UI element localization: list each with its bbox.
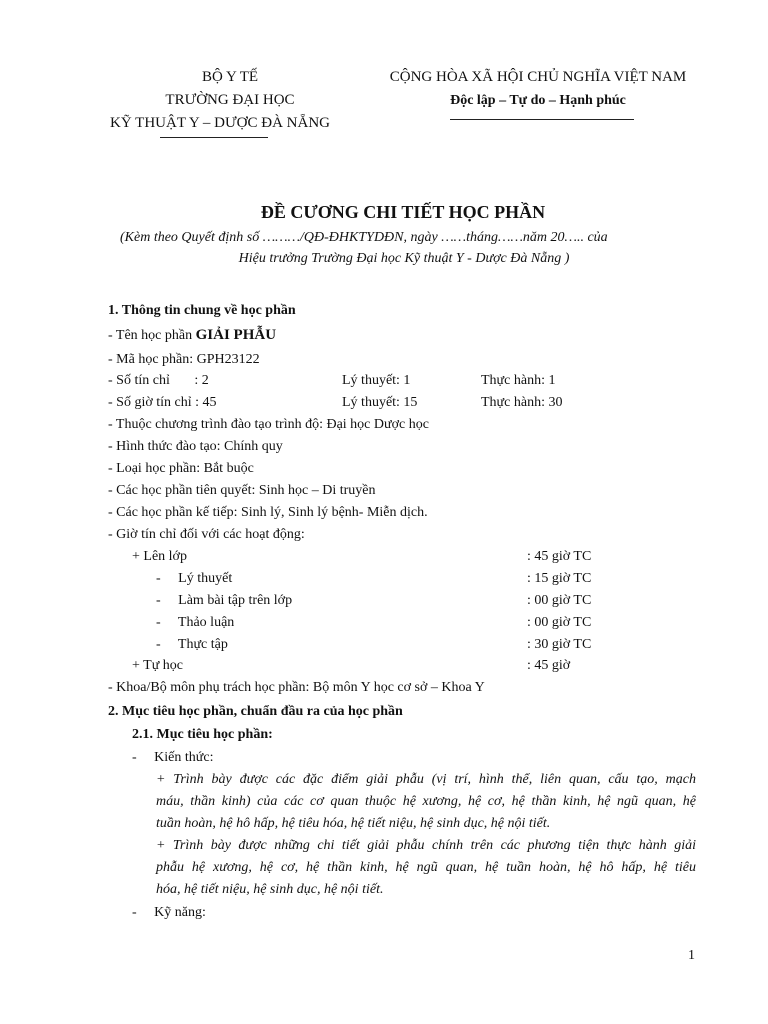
section-2-1-heading: 2.1. Mục tiêu học phần: [132,727,273,742]
right-header-underline [450,119,634,120]
department: - Khoa/Bộ môn phụ trách học phần: Bộ môn Y học cơ sở – Khoa Y [108,680,485,695]
national-motto: Độc lập – Tự do – Hạnh phúc [450,93,626,108]
section-1-heading: 1. Thông tin chung về học phần [108,303,296,318]
document-subtitle-line1: (Kèm theo Quyết định số ………/QĐ-ĐHKTYDĐN, ngày ……tháng……năm 20….. của [120,230,608,245]
hours-label: - Số giờ tín chỉ : 45 [108,395,217,410]
knowledge-line: máu, thần kinh) của các cơ quan thuộc hệ xương, hệ cơ, hệ thần kinh, hệ ngũ quan, hệ [156,794,696,809]
next-courses: - Các học phần kế tiếp: Sinh lý, Sinh lý bệnh- Miễn dịch. [108,505,428,520]
hours-practice: Thực hành: 30 [481,395,563,410]
left-header-underline [160,137,268,138]
knowledge-line: + Trình bày được các đặc điểm giải phẫu (vị trí, hình thể, liên quan, cấu tạo, mạch [156,772,696,787]
knowledge-line: hóa, hệ tiết niệu, hệ sinh dục, hệ nội tiết. [156,882,384,897]
activities-label: - Giờ tín chỉ đối với các hoạt động: [108,527,305,542]
ministry-name: BỘ Y TẾ [201,69,259,85]
credits-label: - Số tín chỉ : 2 [108,373,209,388]
credits-theory: Lý thuyết: 1 [342,373,411,388]
knowledge-line: phẫu hệ xương, hệ cơ, hệ thần kinh, hệ ngũ quan, hệ tuần hoàn, hệ hô hấp, hệ tiêu [156,860,696,875]
document-subtitle-line2: Hiệu trưởng Trường Đại học Kỹ thuật Y - Dược Đà Nẵng ) [238,251,570,266]
course-name-label: - Tên học phần [108,328,193,343]
knowledge-line: + Trình bày được những chi tiết giải phẫu chính trên các phương tiện thực hành giải [156,838,696,853]
country-name: CỘNG HÒA XÃ HỘI CHỦ NGHĨA VIỆT NAM [389,69,687,85]
credits-practice: Thực hành: 1 [481,373,556,388]
course-type: - Loại học phần: Bắt buộc [108,461,254,476]
activity-value: : 15 giờ TC [527,571,592,586]
section-2-heading: 2. Mục tiêu học phần, chuẩn đầu ra của học phần [108,704,403,719]
activity-label: + Tự học [132,658,183,673]
activity-label: - Thảo luận [156,615,235,630]
university-name-line2: KỸ THUẬT Y – DƯỢC ĐÀ NẴNG [110,115,330,131]
page-number: 1 [688,948,695,963]
course-name-value: GIẢI PHẪU [195,327,277,343]
activity-label: - Làm bài tập trên lớp [156,593,293,608]
prerequisites: - Các học phần tiên quyết: Sinh học – Di truyền [108,483,376,498]
training-program: - Thuộc chương trình đào tạo trình độ: Đại học Dược học [108,417,429,432]
document-title: ĐỀ CƯƠNG CHI TIẾT HỌC PHẦN [260,202,546,222]
activity-value: : 45 giờ [527,658,571,673]
training-mode: - Hình thức đào tạo: Chính quy [108,439,283,454]
activity-value: : 45 giờ TC [527,549,592,564]
activity-value: : 00 giờ TC [527,593,592,608]
university-name-line1: TRƯỜNG ĐẠI HỌC [165,92,295,108]
course-name-row [108,327,276,344]
activity-value: : 30 giờ TC [527,637,592,652]
hours-theory: Lý thuyết: 15 [342,395,418,410]
course-code: - Mã học phần: GPH23122 [108,352,260,367]
activity-label: - Thực tập [156,637,228,652]
activity-value: : 00 giờ TC [527,615,592,630]
knowledge-line: tuần hoàn, hệ hô hấp, hệ tiêu hóa, hệ tiết niệu, hệ sinh dục, hệ nội tiết. [156,816,551,831]
activity-label: + Lên lớp [132,549,187,564]
activity-label: - Lý thuyết [156,571,233,586]
knowledge-label: - Kiến thức: [132,750,214,765]
skills-label: - Kỹ năng: [132,905,206,920]
